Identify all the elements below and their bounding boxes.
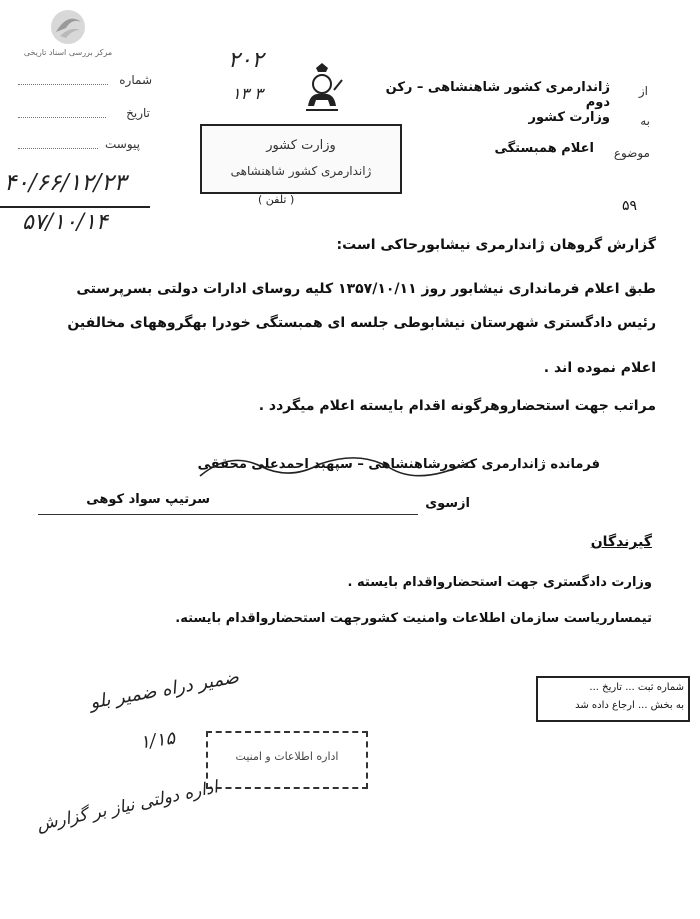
top-handwritten-sub: ۱۳ ۳ bbox=[232, 84, 263, 103]
logo-caption: مرکز بررسی اسناد تاریخی bbox=[23, 48, 113, 57]
from-value: ژاندارمری کشور شاهنشاهی – رکن دوم bbox=[385, 80, 610, 110]
signature-scribble-icon bbox=[190, 446, 490, 486]
attachment-label: پیوست bbox=[105, 137, 140, 151]
letter-intro: گزارش گروهان ژاندارمری نیشابورحاکی است: bbox=[336, 237, 656, 253]
letter-line-2: رئیس دادگستری شهرستان نیشابوطی جلسه ای همبستگی خودرا بهگروههای مخالفین bbox=[67, 315, 656, 331]
stamp-line-ministry: وزارت کشور bbox=[266, 138, 336, 153]
letter-line-3: اعلام نموده اند . bbox=[543, 360, 656, 376]
handwritten-underline bbox=[0, 206, 150, 208]
signature-scribble bbox=[190, 446, 490, 486]
archive-logo-icon bbox=[48, 8, 88, 46]
lion-and-sun-emblem bbox=[300, 62, 344, 118]
attachment-dots bbox=[18, 148, 98, 149]
recipients-title: گیرندگان bbox=[590, 534, 652, 550]
logo bbox=[48, 8, 88, 46]
ministry-stamp bbox=[200, 124, 402, 194]
signature-line-commander: فرمانده ژاندارمری کشورشاهنشاهی – سپهبد احمدعلی محققی bbox=[197, 457, 600, 472]
stamp-line-gendarmerie: ژاندارمری کشور شاهنشاهی bbox=[230, 164, 372, 178]
top-handwritten-number: ۲۰۲ bbox=[228, 48, 264, 73]
signature-underline bbox=[38, 514, 418, 515]
handwritten-date: ۵۷/۱۰/۱۴ bbox=[22, 210, 108, 235]
handwritten-code: ۴۰/۶۶/۱۲/۲۳ bbox=[4, 170, 127, 196]
number-dots bbox=[18, 84, 108, 85]
to-value: وزارت کشور bbox=[528, 110, 610, 125]
number-label: شماره bbox=[119, 73, 152, 87]
emblem-icon bbox=[300, 62, 344, 118]
bottom-note-2: ۱/۱۵ bbox=[138, 727, 177, 754]
registry-stamp-line-2: به بخش ... ارجاع داده شد bbox=[575, 700, 684, 711]
to-label: به bbox=[640, 114, 650, 128]
recipient-2: تیمسارریاست سازمان اطلاعات وامنیت کشورجهت استحضارواقدام بایسته. bbox=[175, 611, 652, 626]
office-stamp-text: اداره اطلاعات و امنیت bbox=[235, 750, 339, 763]
stamp-phone: ( تلفن ) bbox=[258, 193, 295, 206]
margin-mark: ۵۹ bbox=[622, 198, 638, 214]
from-label: از bbox=[638, 84, 648, 98]
recipient-1: وزارت دادگستری جهت استحضارواقدام بایسته . bbox=[347, 575, 652, 590]
registry-stamp-line-1: شماره ثبت ... تاریخ ... bbox=[589, 682, 684, 693]
date-dots bbox=[18, 117, 106, 118]
registry-stamp bbox=[536, 676, 690, 722]
bottom-note-1: ضمیر دراه ضمیر بلو bbox=[88, 666, 241, 714]
date-label: تاریخ bbox=[126, 106, 150, 120]
bottom-note-4: اداره دولتی نیاز بر گزارش bbox=[35, 777, 220, 836]
office-stamp bbox=[206, 731, 368, 789]
letter-line-1: طبق اعلام فرماندارى نیشابور روز ۱۳۵۷/۱۰/۱۱ کلیه روسای ادارات دولتی بسرپرستی bbox=[76, 281, 656, 297]
letter-line-4: مراتب جهت استحضاروهرگونه اقدام بایسته اعلام میگردد . bbox=[258, 398, 656, 414]
subject-label: موضوع bbox=[613, 146, 650, 160]
subject-value: اعلام همبستگی bbox=[494, 141, 594, 156]
signature-from-label: ازسوی bbox=[425, 496, 470, 511]
signature-line-deputy: سرتیپ سواد کوهی bbox=[86, 492, 210, 507]
